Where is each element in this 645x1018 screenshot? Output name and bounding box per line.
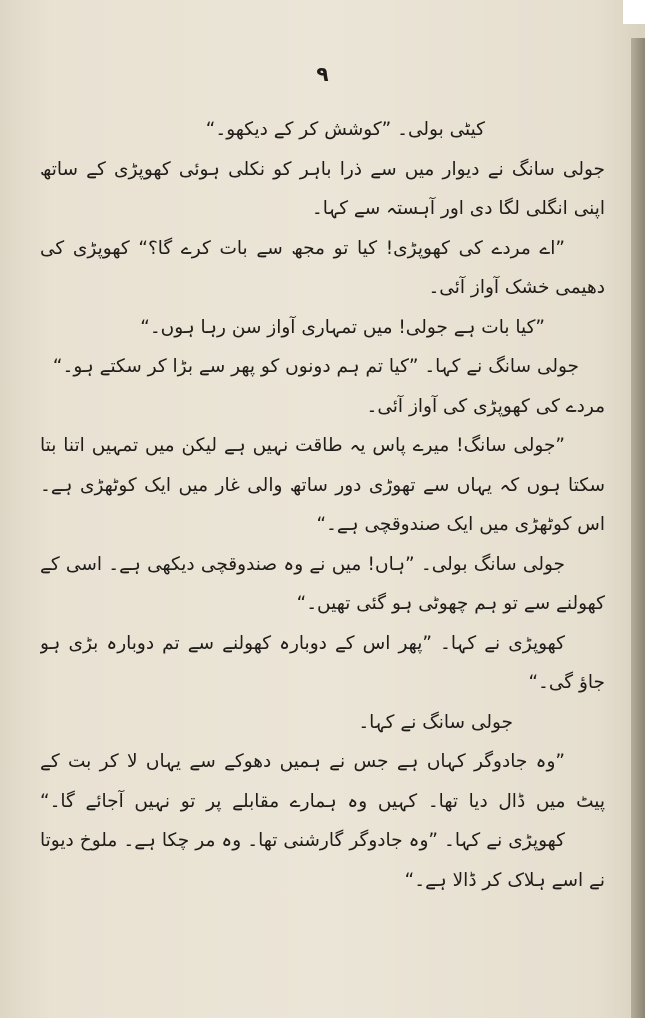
page-number: ۹ bbox=[316, 62, 329, 86]
text-line: جولی سانگ نے دیوار میں سے ذرا باہر کو نکلی ہوئی کھوپڑی کے ساتھ bbox=[40, 158, 605, 180]
text-line: ”اے مردے کی کھوپڑی! کیا تو مجھ سے بات کرے گا؟“ کھوپڑی کی bbox=[40, 237, 565, 259]
text-line: کھوپڑی نے کہا۔ ”پھر اس کے دوبارہ کھولنے سے تم دوبارہ بڑی ہو bbox=[40, 632, 565, 654]
text-line: اس کوٹھڑی میں ایک صندوقچی ہے۔“ bbox=[316, 514, 605, 535]
page-body-text bbox=[40, 110, 605, 900]
scan-corner bbox=[623, 0, 645, 24]
text-line: جولی سانگ نے کہا۔ bbox=[358, 711, 513, 733]
text-line: دھیمی خشک آواز آئی۔ bbox=[428, 277, 605, 298]
text-line: ”جولی سانگ! میرے پاس یہ طاقت نہیں ہے لیکن میں تمہیں اتنا بتا bbox=[40, 435, 565, 456]
text-line: کھوپڑی نے کہا۔ ”وہ جادوگر گارشنی تھا۔ وہ مر چکا ہے۔ ملوخ دیوتا bbox=[40, 830, 565, 851]
text-line: جولی سانگ بولی۔ ”ہاں! میں نے وہ صندوقچی دیکھی ہے۔ اسی کے bbox=[40, 553, 565, 575]
text-line: نے اسے ہلاک کر ڈالا ہے۔“ bbox=[404, 869, 605, 891]
book-spine-edge bbox=[631, 38, 645, 1018]
text-line: جولی سانگ نے کہا۔ ”کیا تم ہم دونوں کو پھر سے بڑا کر سکتے ہو۔“ bbox=[52, 356, 579, 377]
text-line: کھولنے سے تو ہم چھوٹی ہو گئی تھیں۔“ bbox=[296, 593, 605, 614]
text-line: ”وہ جادوگر کہاں ہے جس نے ہمیں دھوکے سے یہاں لا کر بت کے bbox=[40, 751, 565, 772]
text-line: اپنی انگلی لگا دی اور آہستہ سے کہا۔ bbox=[311, 198, 605, 219]
text-line: پیٹ میں ڈال دیا تھا۔ کہیں وہ ہمارے مقابلے پر تو نہیں آجائے گا۔“ bbox=[40, 790, 605, 812]
text-line: جاؤ گی۔“ bbox=[528, 672, 605, 693]
text-line: مردے کی کھوپڑی کی آواز آئی۔ bbox=[366, 395, 605, 417]
text-line: سکتا ہوں کہ یہاں سے تھوڑی دور ساتھ والی غار میں ایک کوٹھڑی ہے۔ bbox=[40, 474, 605, 496]
text-line: ”کیا بات ہے جولی! میں تمہاری آواز سن رہا ہوں۔“ bbox=[140, 316, 545, 338]
text-line: کیٹی بولی۔ ”کوشش کر کے دیکھو۔“ bbox=[205, 119, 485, 140]
